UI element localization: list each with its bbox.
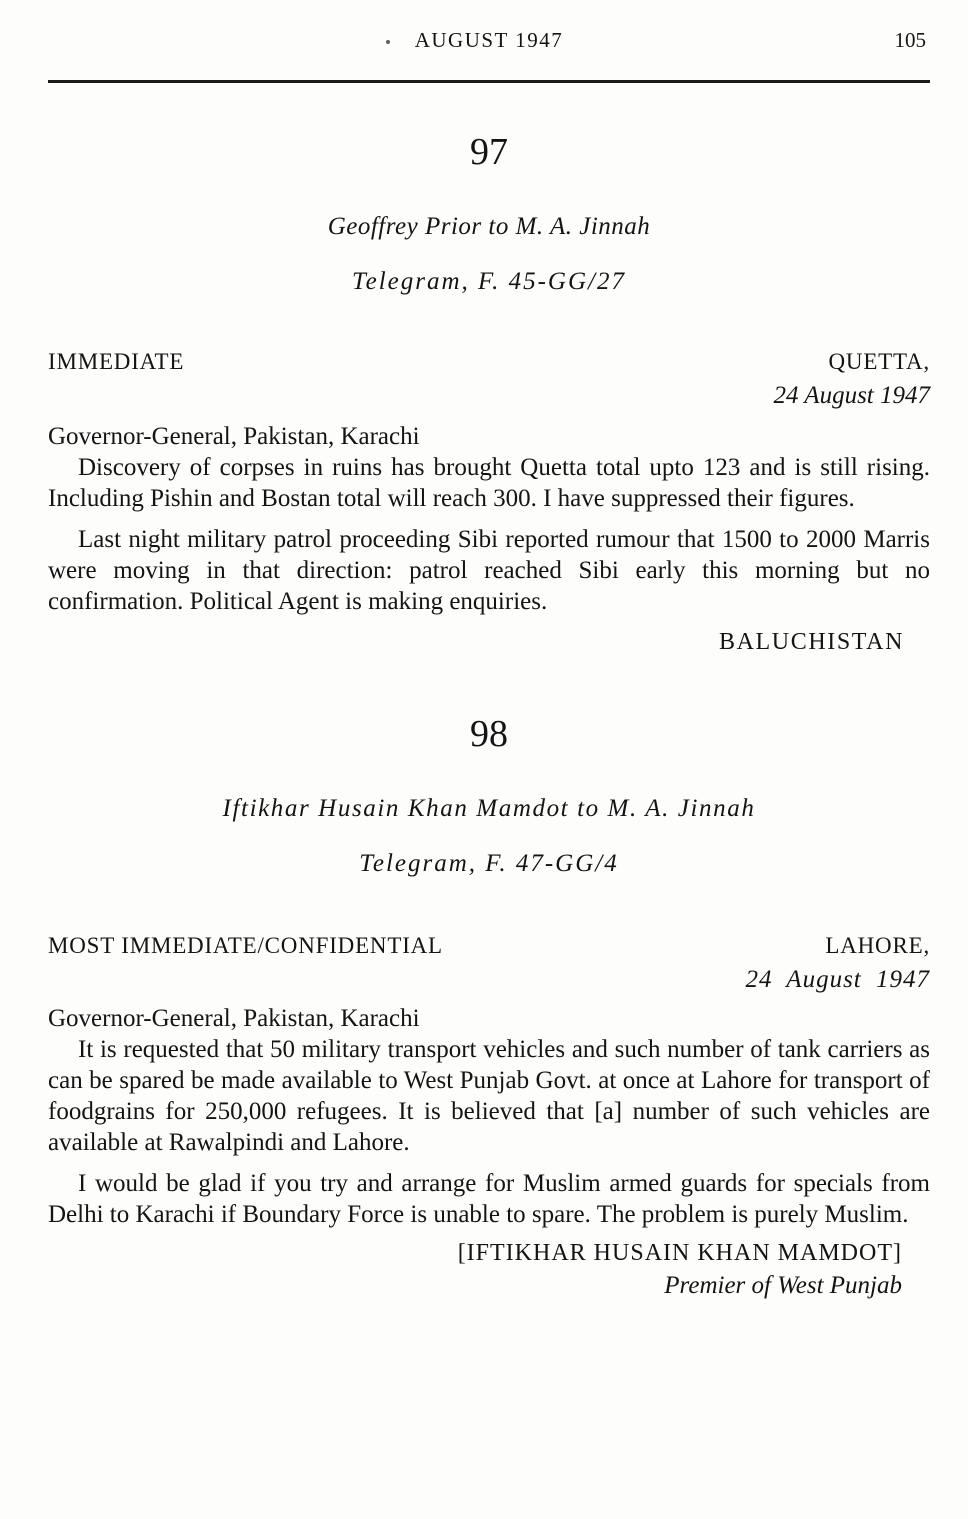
- document-entry-97: [48, 131, 930, 657]
- signature-line: [IFTIKHAR HUSAIN KHAN MAMDOT]: [457, 1240, 902, 1266]
- telegram-paragraph: Last night military patrol proceeding Sibi reported rumour that 1500 to 2000 Marris were moving in that direction: patrol reached Sibi early this morning but no confirmation. Political Agent is making enquiries.: [48, 526, 930, 615]
- entry-heading: Geoffrey Prior to M. A. Jinnah: [327, 213, 651, 240]
- document-entry-98: [48, 713, 930, 1301]
- addressee-line: Governor-General, Pakistan, Karachi: [48, 1005, 420, 1032]
- entry-number: 97: [470, 131, 508, 173]
- running-title: AUGUST 1947: [414, 28, 564, 52]
- place-label: LAHORE,: [825, 933, 930, 958]
- telegram-meta-row: [48, 347, 930, 376]
- signature-line: BALUCHISTAN: [718, 629, 904, 655]
- place-label: QUETTA,: [828, 349, 930, 374]
- telegram-paragraph: I would be glad if you try and arrange for Muslim armed guards for specials from Delhi to Karachi if Boundary Force is unable to spare. The problem is purely Muslim.: [48, 1170, 930, 1228]
- addressee-line: Governor-General, Pakistan, Karachi: [48, 423, 420, 450]
- entry-heading: Iftikhar Husain Khan Mamdot to M. A. Jinnah: [222, 795, 756, 822]
- page-header: [48, 26, 930, 56]
- entry-number: 98: [470, 713, 508, 755]
- date-line: 24 August 1947: [745, 966, 930, 993]
- date-line: 24 August 1947: [773, 382, 930, 409]
- telegram-meta-row: [48, 931, 930, 960]
- telegram-paragraph: It is requested that 50 military transport vehicles and such number of tank carriers as can be spared be made available to West Punjab Govt. at once at Lahore for transport of foodgrains for 250,000 refugees. It is believed that [a] number of such vehicles are available at Rawalpindi and Lahore.: [48, 1036, 930, 1156]
- page-number: 105: [894, 28, 926, 52]
- telegram-paragraph: Discovery of corpses in ruins has brought Quetta total upto 123 and is still rising. Including Pishin and Bostan total will reach 300. I have suppressed their figures.: [48, 454, 930, 512]
- entry-source-reference: Telegram, F. 47-GG/4: [359, 850, 619, 877]
- signature-title-line: Premier of West Punjab: [664, 1272, 902, 1299]
- priority-label: MOST IMMEDIATE/CONFIDENTIAL: [48, 933, 443, 958]
- priority-label: IMMEDIATE: [48, 349, 185, 374]
- entry-source-reference: Telegram, F. 45-GG/27: [352, 268, 626, 295]
- header-rule: [48, 80, 930, 83]
